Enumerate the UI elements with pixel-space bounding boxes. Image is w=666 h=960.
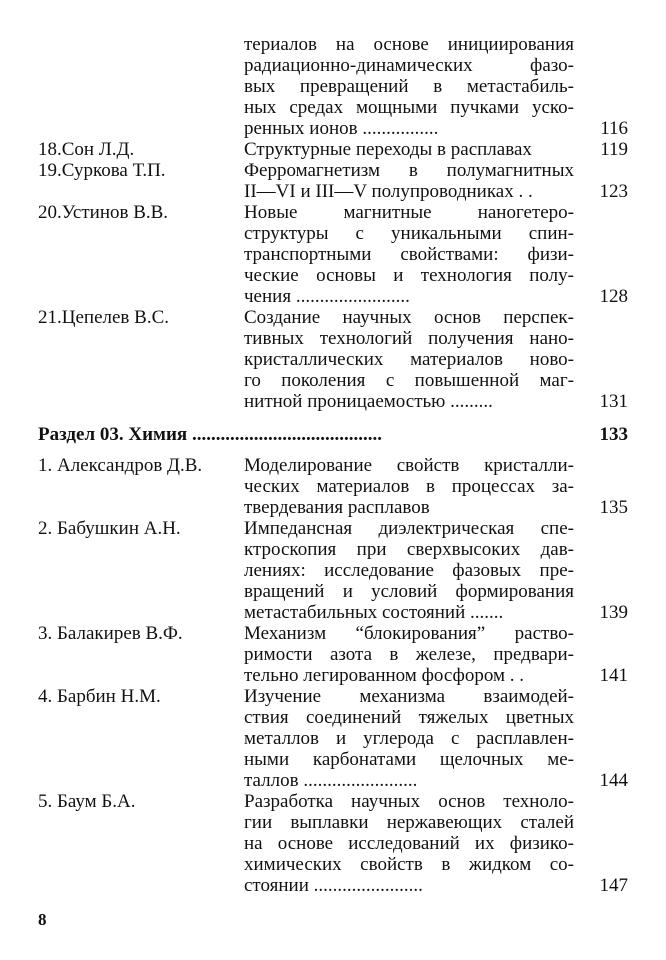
toc-entry-page-number: 147 <box>599 875 628 896</box>
toc-entry-title-line: радиационно-динамических фазо- <box>244 55 574 76</box>
toc-entry-title-line: Моделирование свойств кристалли- <box>244 455 574 476</box>
toc-entry-author: 4. Барбин Н.М. <box>38 686 161 707</box>
toc-entry-title-line: нитной проницаемостью ......... <box>244 391 493 412</box>
toc-entry-page-number: 139 <box>599 602 628 623</box>
toc-entry-author: 20.Устинов В.В. <box>38 202 169 223</box>
toc-entry-title-line: II—VI и III—V полупроводниках . . <box>244 181 533 202</box>
toc-entry-title-line: ствия соединений тяжелых цветных <box>244 707 574 728</box>
toc-entry-title-line: метастабильных состояний ....... <box>244 602 504 623</box>
toc-entry-author: 19.Суркова Т.П. <box>38 160 166 181</box>
toc-entry-page-number: 119 <box>600 139 628 160</box>
toc-entry-author: 2. Бабушкин А.Н. <box>38 518 181 539</box>
toc-entry-title-line: чения ........................ <box>244 286 410 307</box>
toc-entry-author: 1. Александров Д.В. <box>38 455 203 476</box>
toc-entry-title-line: кристаллических материалов ново- <box>244 349 574 370</box>
section-heading: Раздел 03. Химия ........................................ <box>38 424 382 445</box>
toc-entry-title <box>244 686 574 791</box>
toc-entry-title-line: Структурные переходы в расплавах <box>244 139 532 160</box>
section-page-number: 133 <box>599 424 628 445</box>
toc-entry-author: 21.Цепелев В.С. <box>38 307 169 328</box>
toc-entry-title-line: таллов ........................ <box>244 770 418 791</box>
toc-entry-title-line: Создание научных основ перспек- <box>244 307 574 328</box>
toc-entry-title-line: Механизм “блокирования” раство- <box>244 623 574 644</box>
page-folio: 8 <box>38 910 47 929</box>
toc-entry-title-line: транспортными свойствами: физи- <box>244 244 574 265</box>
toc-entry-author: 3. Балакирев В.Ф. <box>38 623 183 644</box>
toc-entry-title-line: гии выплавки нержавеющих сталей <box>244 812 574 833</box>
toc-entry-title-line: го поколения с повышенной маг- <box>244 370 574 391</box>
toc-entry-title <box>244 307 574 412</box>
toc-entry-title <box>244 34 574 139</box>
toc-entry-title <box>244 518 574 623</box>
toc-entry-author: 5. Баум Б.А. <box>38 791 136 812</box>
toc-entry-page-number: 144 <box>599 770 628 791</box>
toc-entry-title-line: вращений и условий формирования <box>244 581 574 602</box>
toc-entry-title-line: химических свойств в жидком со- <box>244 854 574 875</box>
toc-entry-page-number: 131 <box>599 391 628 412</box>
toc-entry-page-number: 128 <box>599 286 628 307</box>
toc-entry-title-line: металлов и углерода с расплавлен- <box>244 728 574 749</box>
toc-entry-page-number: 116 <box>600 118 628 139</box>
toc-entry-title-line: римости азота в железе, предвари- <box>244 644 574 665</box>
toc-entry-title-line: териалов на основе инициирования <box>244 34 574 55</box>
toc-entry-title-line: ктроскопия при сверхвысоких дав- <box>244 539 574 560</box>
toc-entry-title-line: ных средах мощными пучками уско- <box>244 97 574 118</box>
toc-entry-title-line: Изучение механизма взаимодей- <box>244 686 574 707</box>
toc-entry-page-number: 135 <box>599 497 628 518</box>
toc-entry-title-line: Ферромагнетизм в полумагнитных <box>244 160 574 181</box>
toc-entry-title-line: ными карбонатами щелочных ме- <box>244 749 574 770</box>
toc-entry-title-line: Импедансная диэлектрическая спе- <box>244 518 574 539</box>
toc-entry-title <box>244 791 574 896</box>
toc-entry-title <box>244 160 574 202</box>
toc-entry-title-line: тельно легированном фосфором . . <box>244 665 524 686</box>
toc-entry-title-line: ренных ионов ................ <box>244 118 439 139</box>
toc-entry-author: 18.Сон Л.Д. <box>38 139 135 160</box>
toc-entry-title-line: тивных технологий получения нано- <box>244 328 574 349</box>
toc-entry-title-line: твердевания расплавов <box>244 497 430 518</box>
toc-entry-title-line: Разработка научных основ техноло- <box>244 791 574 812</box>
toc-entry-page-number: 123 <box>599 181 628 202</box>
toc-entry-title-line: вых превращений в метастабиль- <box>244 76 574 97</box>
toc-entry-title <box>244 202 574 307</box>
toc-entry-title-line: ческих материалов в процессах за- <box>244 476 574 497</box>
toc-entry-page-number: 141 <box>599 665 628 686</box>
toc-entry-title-line: стоянии ....................... <box>244 875 423 896</box>
toc-entry-title <box>244 139 574 160</box>
toc-entry-title-line: ческие основы и технология полу- <box>244 265 574 286</box>
toc-entry-title-line: лениях: исследование фазовых пре- <box>244 560 574 581</box>
toc-entry-title-line: Новые магнитные наногетеро- <box>244 202 574 223</box>
toc-entry-title-line: на основе исследований их физико- <box>244 833 574 854</box>
toc-entry-title-line: структуры с уникальными спин- <box>244 223 574 244</box>
toc-entry-title <box>244 623 574 686</box>
toc-entry-title <box>244 455 574 518</box>
